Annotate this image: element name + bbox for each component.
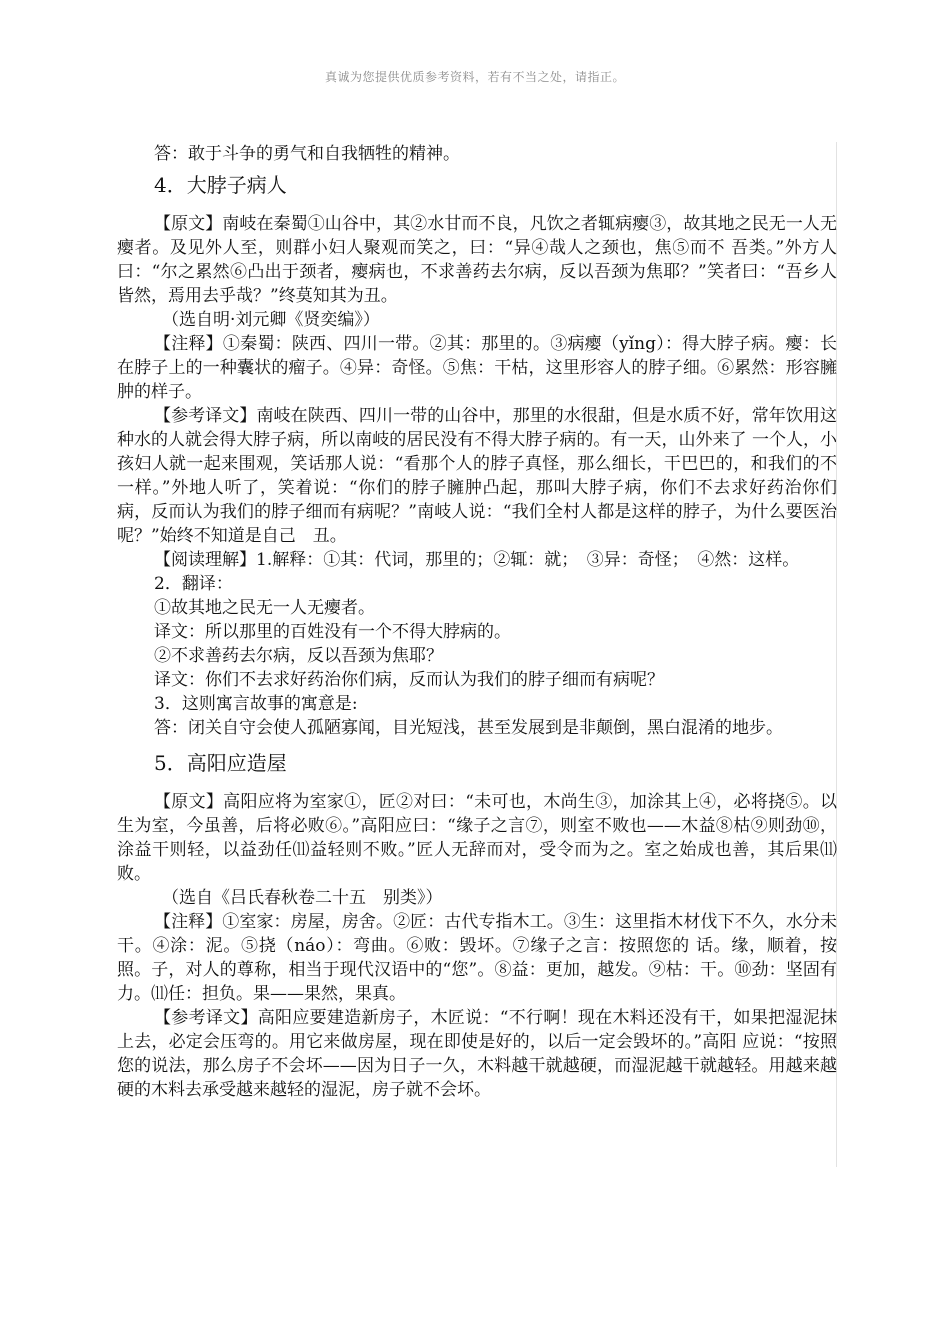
source-citation: （选自《吕氏春秋卷二十五 别类》） (162, 888, 443, 908)
original-text-paragraph: 【原文】高阳应将为室家①，匠②对曰：“未可也，木尚生③，加涂其上④，必将挠⑤。以生为室，今虽善，后将必败⑥。”高阳应曰：“缘子之言⑦，则室不败也——木益⑧枯⑨则劲⑩，涂益干则轻，以益劲任⑾益轻则不败。”匠人无辞而对，受令而为之。室之始成也善，其后果⑾败。 (117, 792, 837, 884)
page-header-note: 真诚为您提供优质参考资料，若有不当之处，请指正。 (324, 70, 625, 84)
question-3-label: 3．这则寓言故事的寓意是: (154, 694, 358, 714)
question-2-label: 2．翻译： (154, 574, 233, 594)
answer-line: 答：敢于斗争的勇气和自我牺牲的精神。 (154, 144, 460, 164)
translation-paragraph: 【参考译文】南岐在陕西、四川一带的山谷中，那里的水很甜，但是水质不好，常年饮用这种水的人就会得大脖子病，所以南岐的居民没有不得大脖子病的。有一天，山外来了 一个人，小孩妇人就一起来围观，笑话那人说：“看那个人的脖子真怪，那么细长，干巴巴的，和我们的不一样。”外地人听了，笑着说：“你们的脖子臃肿凸起，那叫大脖子病，你们不去求好药治你们病，反而认为我们的脖子细而有病呢？”南岐人说：“我们全村人都是这样的脖子，为什么要医治呢？”始终不知道是自己 丑。 (117, 406, 837, 546)
section-heading-5: 5．高阳应造屋 (154, 751, 287, 775)
question-2-item-1: ①故其地之民无一人无瘿者。 (154, 598, 375, 618)
notes-paragraph: 【注释】①秦蜀：陕西、四川一带。②其：那里的。③病瘿（yǐng）：得大脖子病。瘿：长在脖子上的一种囊状的瘤子。④异：奇怪。⑤焦：干枯，这里形容人的脖子细。⑥累然：形容臃肿的样子。 (117, 334, 837, 402)
question-2-item-2: ②不求善药去尔病，反以吾颈为焦耶？ (154, 646, 443, 666)
document-body (117, 142, 837, 1102)
section-heading-4: 4．大脖子病人 (154, 173, 287, 197)
notes-paragraph: 【注释】①室家：房屋，房舍。②匠：古代专指木工。③生：这里指木材伐下不久，水分未干。④涂：泥。⑤挠（náo）：弯曲。⑥败：毁坏。⑦缘子之言：按照您的 话。缘，顺着，按照。子，对人的尊称，相当于现代汉语中的“您”。⑧益：更加，越发。⑨枯：干。⑩劲：坚固有力。⑾任：担负。果——果然，果真。 (117, 912, 837, 1004)
question-3-answer: 答：闭关自守会使人孤陋寡闻，目光短浅，甚至发展到是非颠倒，黑白混淆的地步。 (154, 718, 783, 738)
translation-paragraph: 【参考译文】高阳应要建造新房子，木匠说：“不行啊！现在木料还没有干，如果把湿泥抹上去，必定会压弯的。用它来做房屋，现在即使是好的，以后一定会毁坏的。”高阳 应说：“按照您的说法，那么房子不会坏——因为日子一久，木料越干就越硬，而湿泥越干就越轻。用越来越硬的木料去承受越来越轻的湿泥，房子就不会坏。 (117, 1008, 837, 1100)
reading-comprehension-paragraph: 【阅读理解】1.解释：①其：代词，那里的；②辄：就； ③异：奇怪； ④然：这样。 (154, 550, 800, 570)
question-2-answer-1: 译文：所以那里的百姓没有一个不得大脖病的。 (154, 622, 511, 642)
original-text-paragraph: 【原文】南岐在秦蜀①山谷中，其②水甘而不良，凡饮之者辄病瘿③，故其地之民无一人无瘿者。及见外人至，则群小妇人聚观而笑之，曰：“异④哉人之颈也，焦⑤而不 吾类。”外方人曰：“尔之累然⑥凸出于颈者，瘿病也，不求善药去尔病，反以吾颈为焦耶？”笑者曰：“吾乡人皆然，焉用去乎哉？”终莫知其为丑。 (117, 214, 837, 306)
source-citation: （选自明·刘元卿《贤奕编》） (162, 310, 380, 330)
question-2-answer-2: 译文：你们不去求好药治你们病，反而认为我们的脖子细而有病呢？ (154, 670, 664, 690)
